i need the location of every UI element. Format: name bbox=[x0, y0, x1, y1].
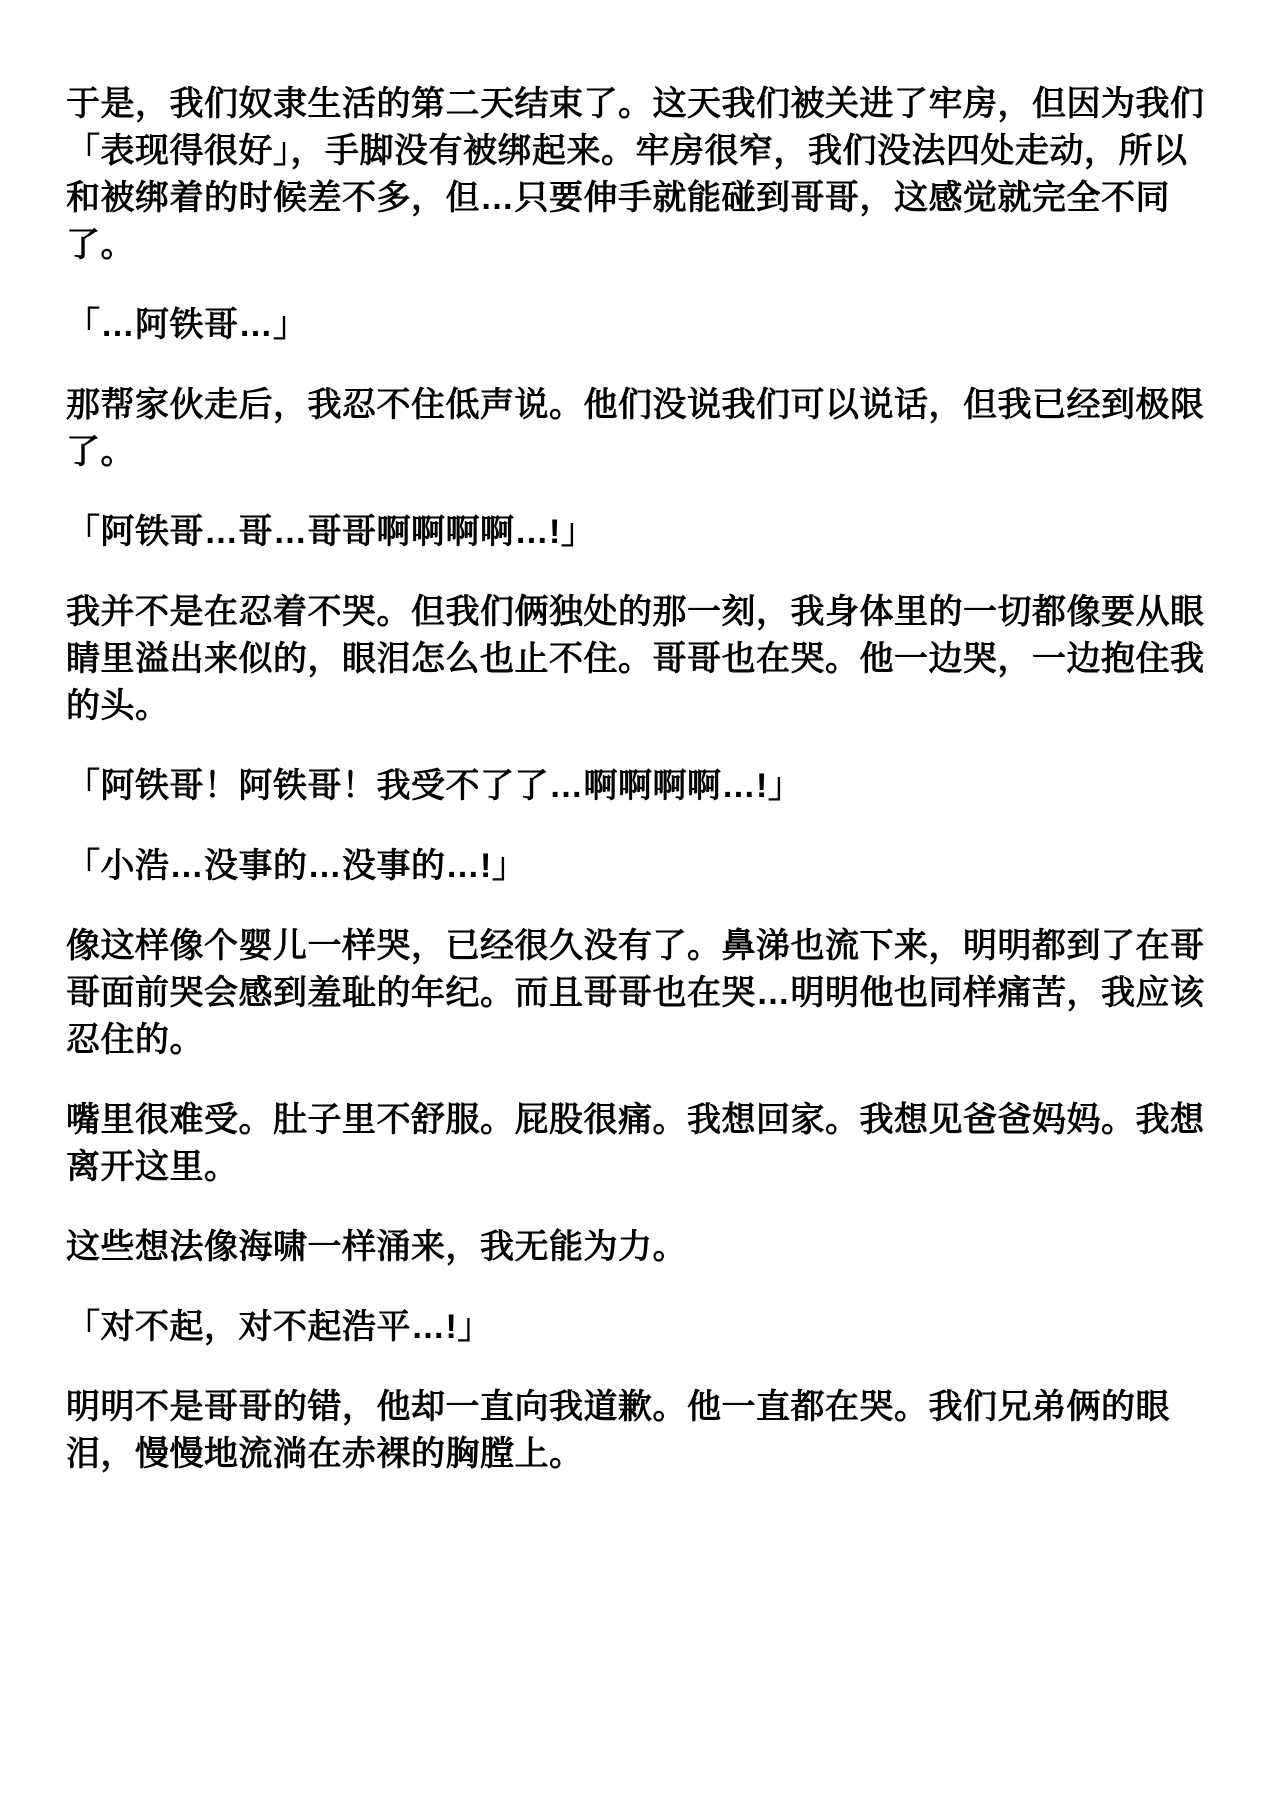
paragraph: 我并不是在忍着不哭。但我们俩独处的那一刻，我身体里的一切都像要从眼睛里溢出来似的，眼泪怎么也止不住。哥哥也在哭。他一边哭，一边抱住我的头。 bbox=[66, 593, 1205, 725]
dialogue-line: 「阿铁哥！阿铁哥！我受不了了…啊啊啊啊…!」 bbox=[66, 767, 803, 805]
dialogue-line: 「…阿铁哥…」 bbox=[66, 306, 308, 344]
paragraph: 明明不是哥哥的错，他却一直向我道歉。他一直都在哭。我们兄弟俩的眼泪，慢慢地流淌在赤裸的胸膛上。 bbox=[66, 1388, 1170, 1473]
paragraph: 嘴里很难受。肚子里不舒服。屁股很痛。我想回家。我想见爸爸妈妈。我想离开这里。 bbox=[66, 1101, 1205, 1186]
paragraph: 于是，我们奴隶生活的第二天结束了。这天我们被关进了牢房，但因为我们「表现得很好」，手脚没有被绑起来。牢房很窄，我们没法四处走动，所以和被绑着的时候差不多，但…只要伸手就能碰到哥哥，这感觉就完全不同了。 bbox=[66, 85, 1205, 264]
dialogue-line: 「对不起，对不起浩平…!」 bbox=[66, 1308, 492, 1346]
dialogue-line: 「阿铁哥…哥…哥哥啊啊啊啊…!」 bbox=[66, 513, 596, 551]
paragraph: 那帮家伙走后，我忍不住低声说。他们没说我们可以说话，但我已经到极限了。 bbox=[66, 386, 1205, 471]
paragraph: 像这样像个婴儿一样哭，已经很久没有了。鼻涕也流下来，明明都到了在哥哥面前哭会感到羞耻的年纪。而且哥哥也在哭…明明他也同样痛苦，我应该忍住的。 bbox=[66, 927, 1205, 1059]
paragraph: 这些想法像海啸一样涌来，我无能为力。 bbox=[66, 1228, 687, 1266]
dialogue-line: 「小浩…没事的…没事的…!」 bbox=[66, 847, 527, 885]
